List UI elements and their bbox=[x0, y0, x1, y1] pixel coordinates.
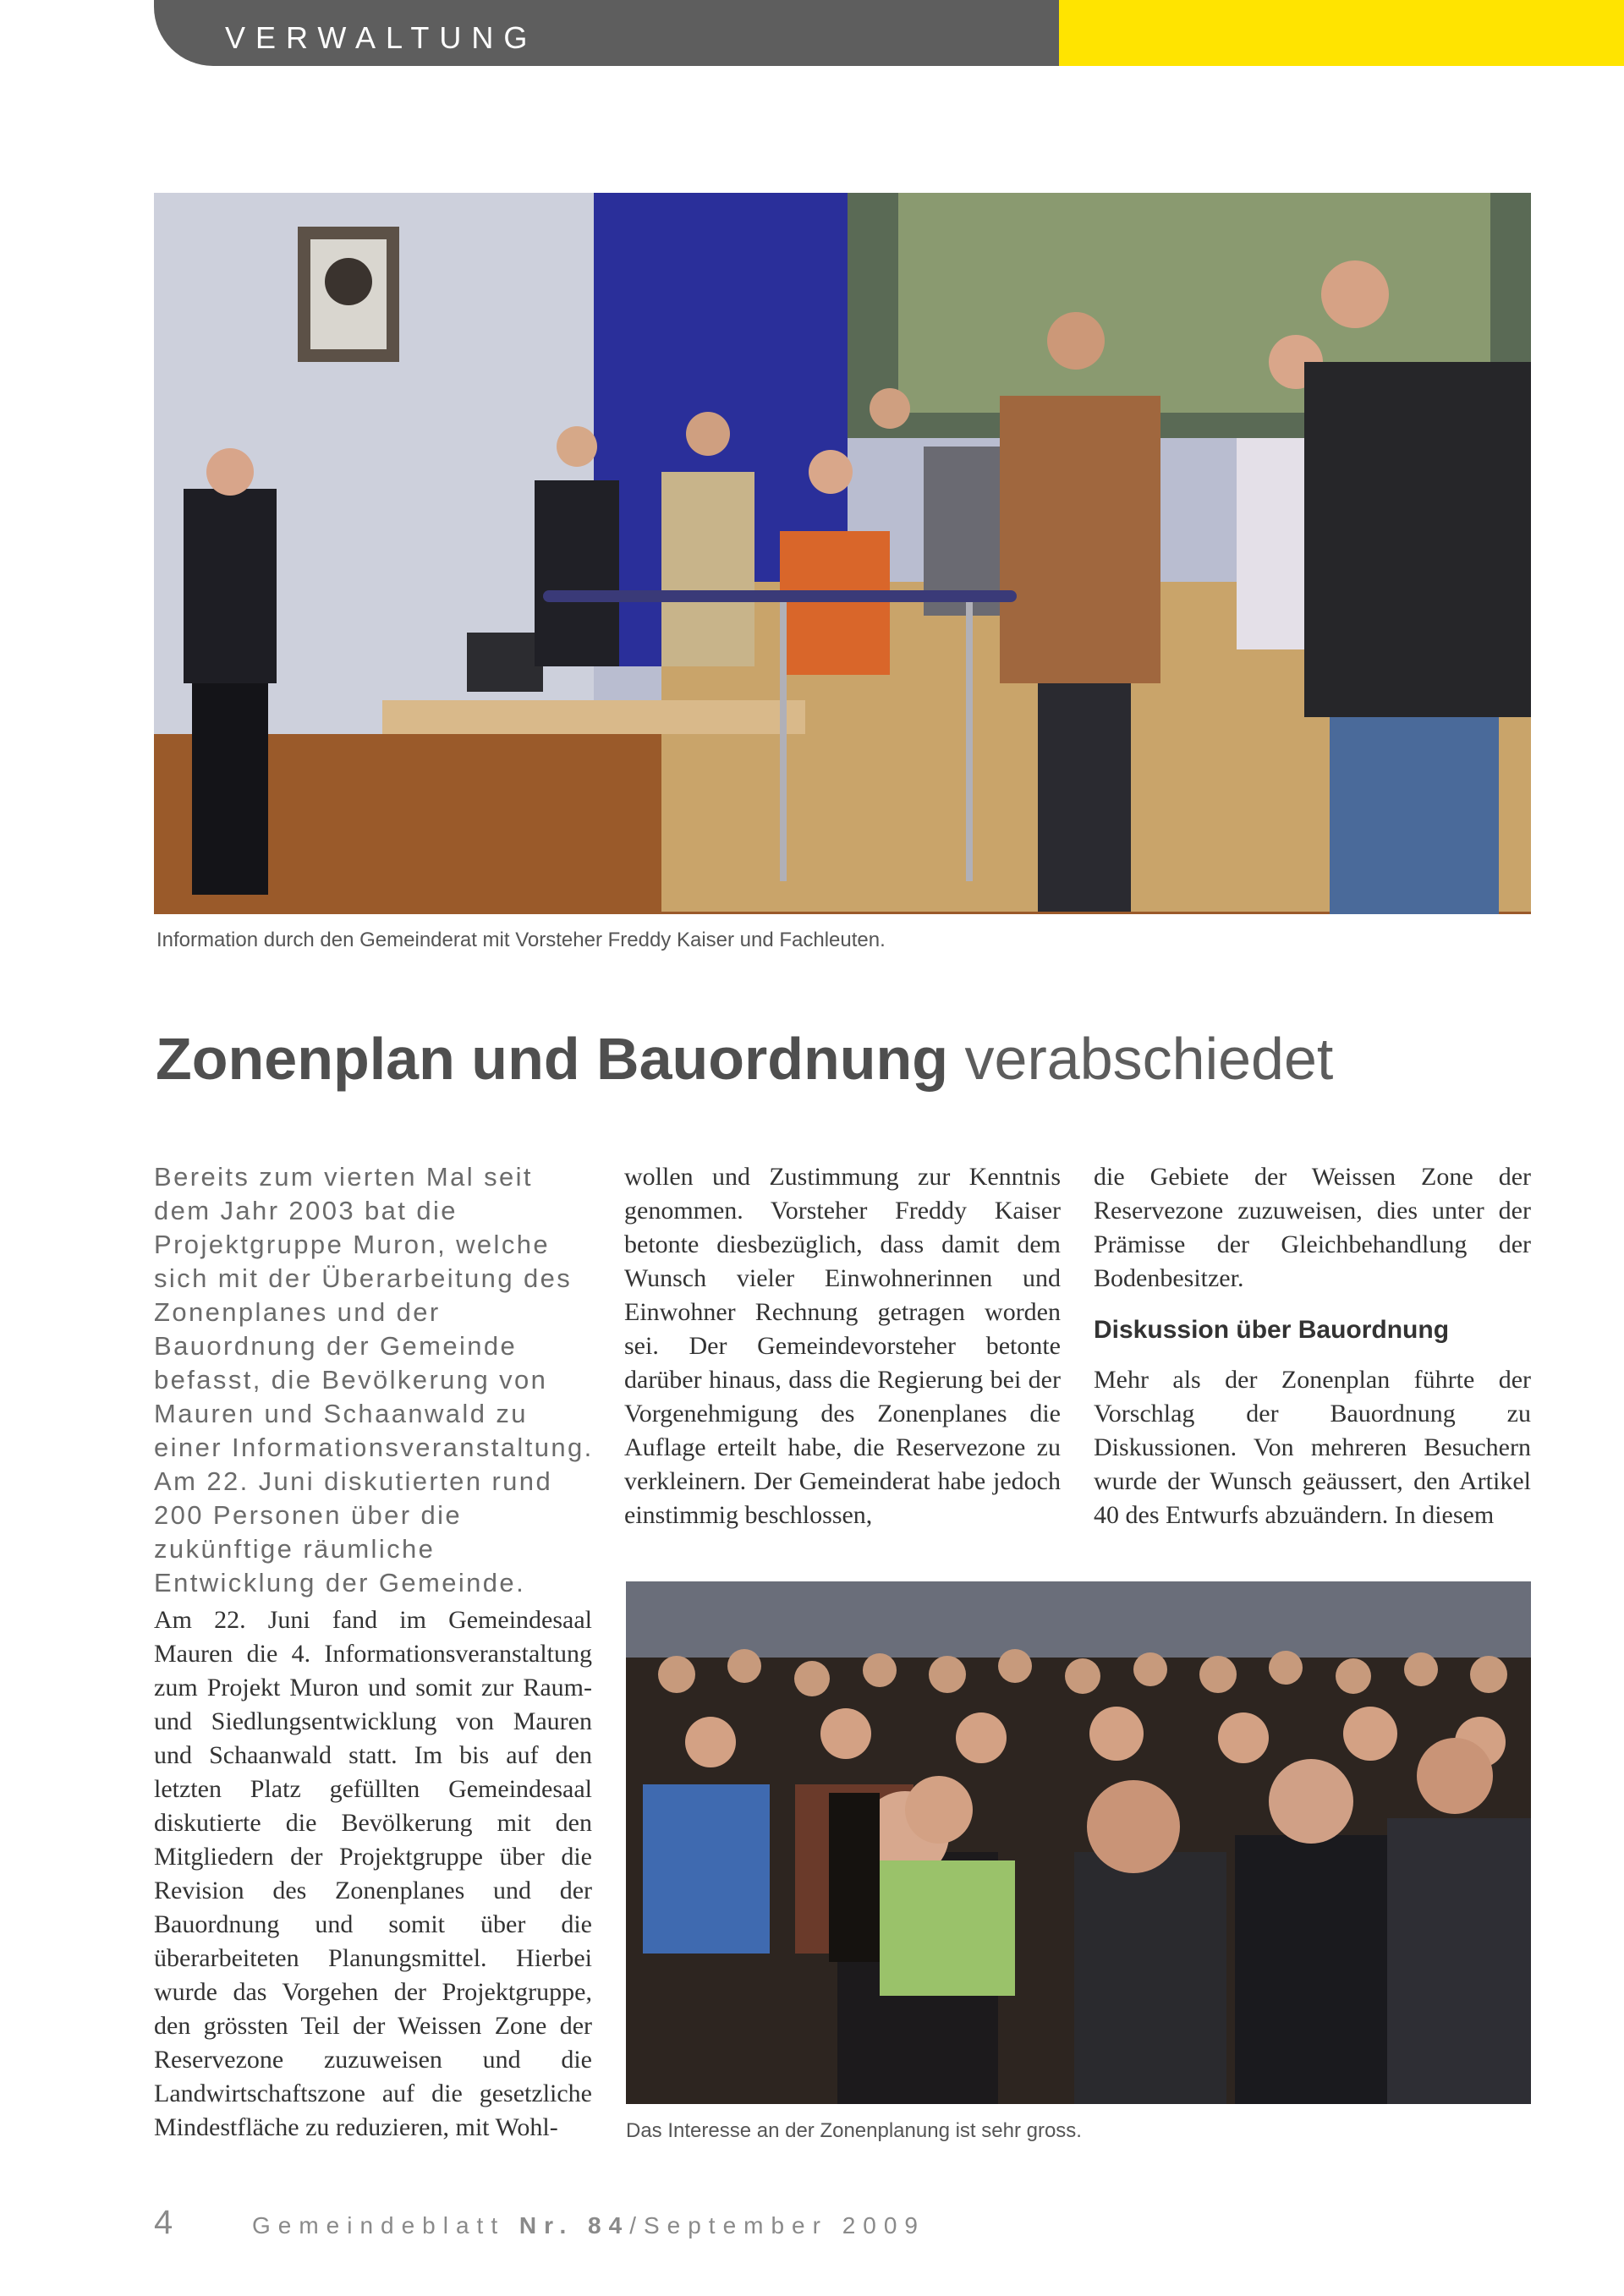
article-title-bold: Zonenplan und Bauordnung bbox=[156, 1026, 949, 1092]
issue-number: 84 bbox=[588, 2212, 630, 2238]
section-header-bar bbox=[154, 0, 1059, 66]
photo-audience bbox=[626, 1581, 1531, 2104]
article-column-1-body: Am 22. Juni fand im Gemeindesaal Mauren die 4. Informationsveranstaltung zum Projekt Muron und somit zur Raum- und Siedlungsentwicklung von Mauren und Schaanwald statt. Im bis auf den letzten Platz gefüllten Gemeindesaal diskutierte die Bevölkerung mit den Mitgliedern der Projektgruppe über die Revision des Zonenplanes und der Bauordnung und somit über die überarbeiteten Planungsmittel. Hierbei wurde das Vorgehen der Projektgruppe, den grössten Teil der Weissen Zone der Reservezone zuzuweisen und die Landwirtschaftszone auf die gesetzliche Mindestfläche zu reduzieren, mit Wohl- bbox=[154, 1606, 592, 2141]
section-label: VERWALTUNG bbox=[225, 20, 538, 55]
article-title bbox=[156, 1025, 1333, 1093]
photo-caption-audience: Das Interesse an der Zonenplanung ist sehr gross. bbox=[626, 2119, 1082, 2142]
article-title-light: verabschiedet bbox=[964, 1026, 1334, 1092]
article-column-3-continued: Mehr als der Zonenplan führte der Vorschlag der Bauordnung zu Diskussionen. Von mehreren Besuchern wurde der Wunsch geäussert, den Artikel 40 des Entwurfs abzuändern. In diesem bbox=[1094, 1366, 1531, 1529]
article-subheading: Diskussion über Bauordnung bbox=[1094, 1316, 1450, 1344]
article-column-3-text: die Gebiete der Weissen Zone der Reservezone zuzuweisen, dies unter der Prämisse der Gleichbehandlung der Bodenbesitzer. bbox=[1094, 1163, 1531, 1292]
photo-caption-stage: Information durch den Gemeinderat mit Vorsteher Freddy Kaiser und Fachleuten. bbox=[156, 929, 886, 951]
article-column-2-text: wollen und Zustimmung zur Kenntnis genommen. Vorsteher Freddy Kaiser betonte diesbezüglich, dass damit dem Wunsch vieler Einwohnerinnen und Einwohner Rechnung getragen worden sei. Der Gemeindevorsteher betonte darüber hinaus, dass die Regierung bei der Vorgenehmigung des Zonenplanes die Auflage erteilt habe, die Reservezone zu verkleinern. Der Gemeinderat habe jedoch einstimmig beschlossen, bbox=[624, 1163, 1061, 1529]
page-number: 4 bbox=[154, 2204, 173, 2241]
publication-name: Gemeindeblatt bbox=[252, 2212, 506, 2238]
issue-label: Nr. bbox=[518, 2212, 574, 2238]
header-accent-bar bbox=[1059, 0, 1624, 66]
article-lead: Bereits zum vierten Mal seit dem Jahr 2003 bat die Projektgruppe Muron, welche sich mit der Überarbeitung des Zonenplanes und der Bauordnung der Gemeinde befasst, die Bevölkerung von Mauren und Schaanwald zu einer Informationsveranstaltung. Am 22. Juni diskutierten rund 200 Personen über die zukünftige räumliche Entwicklung der Gemeinde. bbox=[154, 1162, 594, 1597]
photo-stage-presentation bbox=[154, 193, 1531, 914]
publication-footer bbox=[252, 2212, 925, 2239]
issue-date: /September 2009 bbox=[629, 2212, 925, 2238]
